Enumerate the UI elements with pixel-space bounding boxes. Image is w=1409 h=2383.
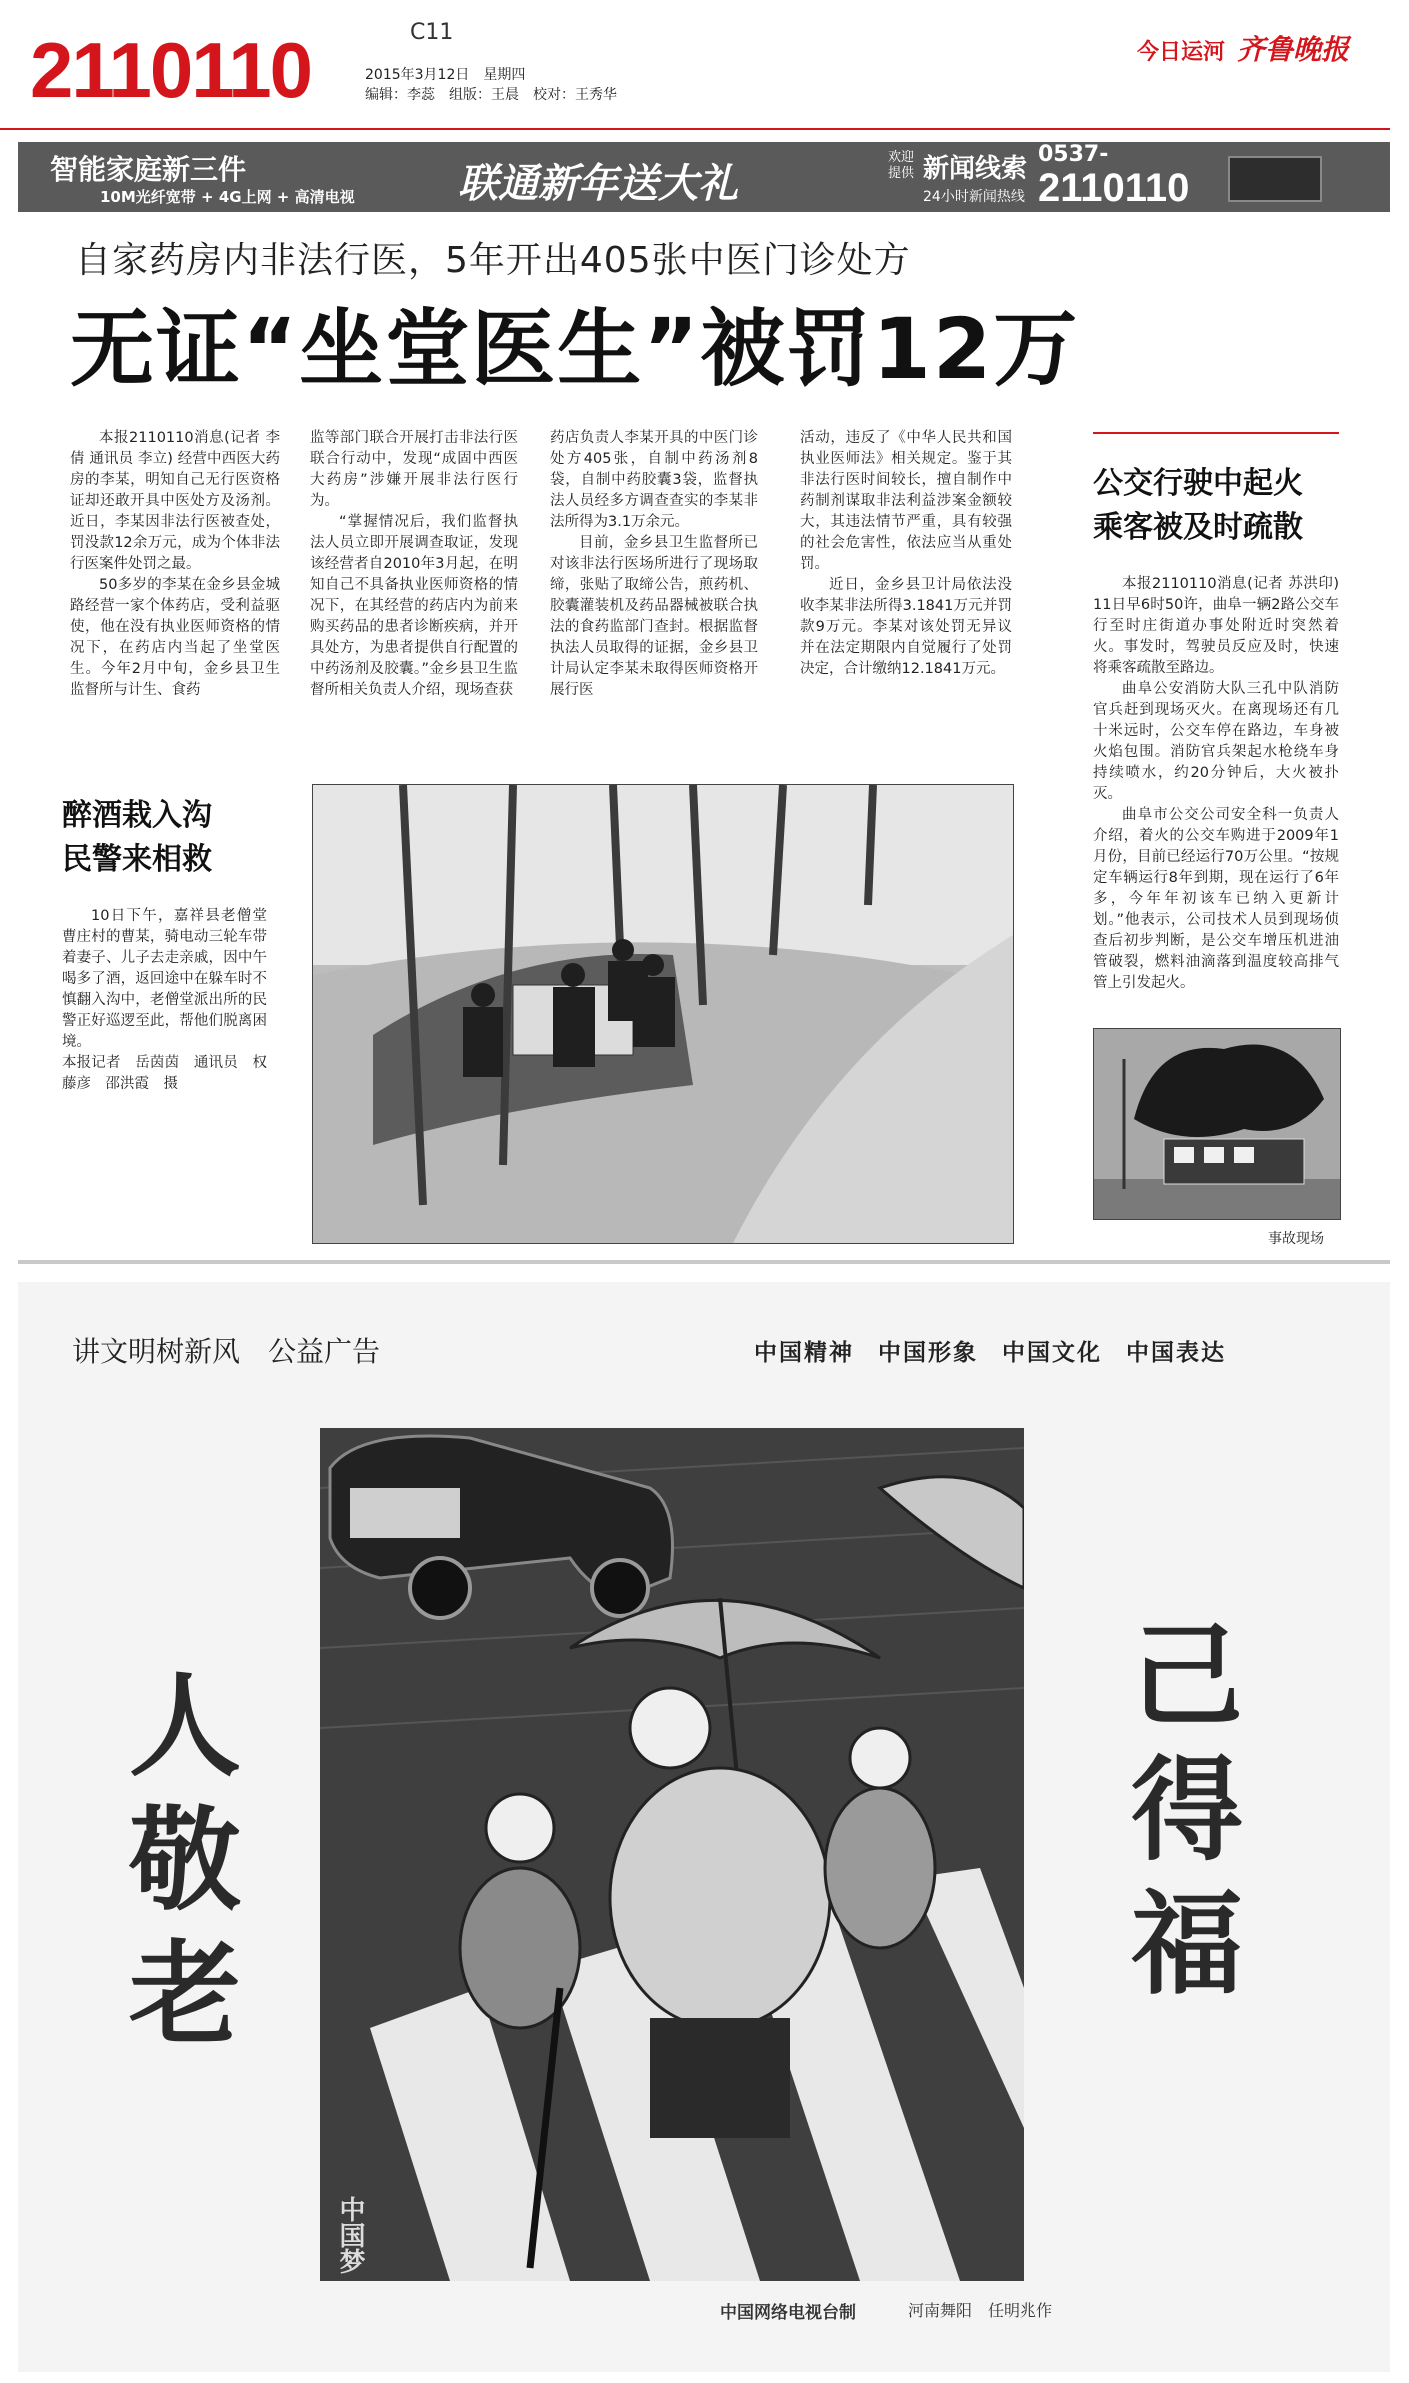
photo-byline: 本报记者 岳茵茵 通讯员 权藤彦 邵洪霞 摄 <box>62 1055 267 1092</box>
bus-article-title <box>1093 462 1303 550</box>
banner-left-sub: 10M光纤宽带 + 4G上网 + 高清电视 <box>100 188 355 206</box>
tv-device-icon <box>1228 156 1322 202</box>
drunk-article-title <box>62 794 212 882</box>
psa-theme: 中国精神 <box>754 1340 854 1366</box>
paragraph: 本报2110110消息(记者 苏洪印) 11日早6时50许，曲阜一辆2路公交车行至时庄街道办事处附近时突然着火。事发时，驾驶员反应及时，快速将乘客疏散至路边。 <box>1093 576 1339 676</box>
banner-area-code: 0537- <box>1038 142 1109 167</box>
psa-left-slogan <box>120 1660 250 2062</box>
paragraph: 10日下午，嘉祥县老僧堂曹庄村的曹某，骑电动三轮车带着妻子、儿子去走亲戚，因中午喝多了酒，返回途中在躲车时不慎翻入沟中，老僧堂派出所的民警正好巡逻至此，帮他们脱离困境。 <box>62 908 267 1050</box>
bus-article-rule <box>1093 432 1339 434</box>
psa-credit-org: 中国网络电视台制 <box>720 2303 856 2323</box>
psa-theme: 中国文化 <box>1002 1340 1103 1366</box>
slogan-char: 福 <box>1131 1880 1243 2010</box>
slogan-char: 老 <box>129 1930 241 2060</box>
banner-tips-sub: 24小时新闻热线 <box>923 189 1025 205</box>
banner-phone: 2110110 <box>1038 166 1190 210</box>
slogan-char: 敬 <box>129 1796 241 1926</box>
rescue-photo-illustration <box>313 785 1013 1243</box>
title-line: 公交行驶中起火 <box>1093 466 1303 501</box>
bus-fire-photo <box>1093 1028 1341 1220</box>
paragraph: 近日，金乡县卫计局依法没收李某非法所得3.1841万元并罚款9万元。李某对该处罚无异议并在法定期限内自觉履行了处罚决定，合计缴纳12.1841万元。 <box>800 577 1012 677</box>
psa-right-slogan <box>1122 1610 1252 2012</box>
article-column-1 <box>70 428 280 701</box>
paragraph: “掌握情况后，我们监督执法人员立即开展调查取证，发现该经营者自2010年3月起，在明知自己不具备执业医师资格的情况下，在其经营的药店内为前来购买药品的患者诊断疾病，并开具处方，为患者提供自行配置的中药汤剂及胶囊。”金乡县卫生监督所相关负责人介绍，现场查获 <box>310 514 518 698</box>
banner-tips-title: 新闻线索 <box>923 154 1028 184</box>
header-divider <box>0 128 1390 130</box>
section-name <box>1137 28 1349 68</box>
article-column-2 <box>310 428 518 701</box>
section-label: 今日运河 <box>1136 40 1225 65</box>
title-line: 乘客被及时疏散 <box>1093 510 1303 545</box>
psa-theme: 中国表达 <box>1126 1340 1227 1366</box>
psa-title: 讲文明树新风 公益广告 <box>72 1335 381 1368</box>
psa-theme: 中国形象 <box>878 1340 979 1366</box>
newspaper-logo: 齐鲁晚报 <box>1236 33 1349 66</box>
banner-slogan: 联通新年送大礼 <box>458 160 738 207</box>
bus-article-body <box>1093 574 1339 994</box>
slogan-char: 人 <box>129 1662 241 1792</box>
psa-illustration <box>320 1428 1024 2281</box>
issue-date: 2015年3月12日 星期四 <box>365 67 526 83</box>
paragraph: 监等部门联合开展打击非法行医联合行动中，发现“成固中西医大药房”涉嫌开展非法行医行为。 <box>310 430 518 509</box>
crosswalk-illustration <box>320 1428 1024 2281</box>
banner-welcome: 欢迎提供 <box>888 150 915 181</box>
banner-left-title: 智能家庭新三件 <box>50 153 247 186</box>
article-subhead: 自家药房内非法行医，5年开出405张中医门诊处方 <box>75 240 911 281</box>
title-line: 民警来相救 <box>62 842 212 877</box>
drunk-article-body <box>62 906 267 1095</box>
editor-credits: 编辑：李蕊 组版：王晨 校对：王秀华 <box>365 87 617 103</box>
section-separator <box>18 1260 1390 1264</box>
banner-ad <box>18 142 1390 212</box>
article-column-3 <box>550 428 758 701</box>
title-line: 醉酒栽入沟 <box>62 798 212 833</box>
rescue-photo <box>312 784 1014 1244</box>
bus-fire-illustration <box>1094 1029 1340 1219</box>
paragraph: 本报2110110消息(记者 李倩 通讯员 李立) 经营中西医大药房的李某，明知自己无行医资格证却还敢开具中医处方及汤剂。近日，李某因非法行医被查处，罚没款12余万元，成为个体非法行医案件处罚之最。 <box>70 430 280 572</box>
psa-themes <box>754 1334 1226 1367</box>
paragraph: 曲阜市公交公司安全科一负责人介绍，着火的公交车购进于2009年1月份，目前已经运行70万公里。“按规定车辆运行8年到期，现在运行了6年多，今年年初该车已纳入更新计划。”他表示，公司技术人员到现场侦查后初步判断，是公交车增压机进油管破裂，燃料油滴落到温度较高排气管上引发起火。 <box>1093 807 1339 991</box>
article-headline: 无证“坐堂医生”被罚12万 <box>70 300 1080 398</box>
photo-caption: 事故现场 <box>1268 1231 1324 1247</box>
paragraph: 目前，金乡县卫生监督所已对该非法行医场所进行了现场取缔，张贴了取缔公告，煎药机、胶囊灌装机及药品器械被联合执法的食药监部门查封。根据监督执法人员取得的证据，金乡县卫计局认定李某未取得医师资格开展行医 <box>550 535 758 698</box>
paragraph: 活动，违反了《中华人民共和国执业医师法》相关规定。鉴于其非法行医时间较长，擅自制作中药制剂谋取非法利益涉案金额较大，其违法情节严重，具有较强的社会危害性，依法应当从重处罚。 <box>800 430 1012 572</box>
psa-credit-author: 河南舞阳 任明兆作 <box>908 2301 1053 2320</box>
paragraph: 药店负责人李某开具的中医门诊处方405张，自制中药汤剂8袋，自制中药胶囊3袋，监督执法人员经多方调查查实的李某非法所得为3.1万余元。 <box>550 430 758 530</box>
paragraph: 50多岁的李某在金乡县金城路经营一家个体药店，受利益驱使，他在没有执业医师资格的情况下，在药店内当起了坐堂医生。今年2月中旬，金乡县卫生监督所与计生、食药 <box>70 577 280 698</box>
page-number: C11 <box>410 20 454 45</box>
slogan-char: 己 <box>1131 1612 1243 1742</box>
paragraph: 曲阜公安消防大队三孔中队消防官兵赶到现场灭火。在离现场还有几十米远时，公交车停在路边，车身被火焰包围。消防官兵架起水枪绕车身持续喷水，约20分钟后，大火被扑灭。 <box>1093 681 1339 802</box>
artist-seal: 中国梦 <box>335 2196 365 2274</box>
hotline-number: 2110110 <box>30 26 312 114</box>
slogan-char: 得 <box>1131 1746 1243 1876</box>
article-column-4 <box>800 428 1012 680</box>
